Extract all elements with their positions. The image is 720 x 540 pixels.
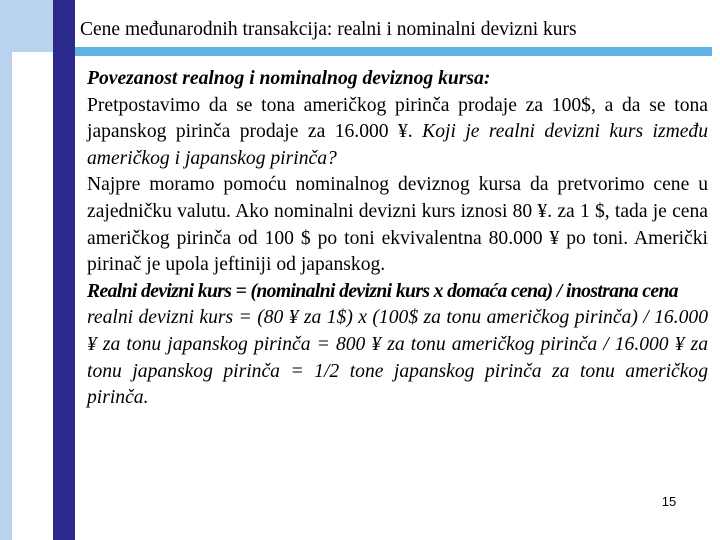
assumption-text: Pretpostavimo da se tona američkog pirinča prodaje za 100$, a da se tona japanskog pirinča prodaje za 16.000 ¥. [87,94,708,143]
page-number: 15 [661,494,677,509]
question-text: Koji je realni devizni kurs između američkog i japanskog pirinča? [87,121,709,169]
decor-bar-navy [53,0,75,540]
paragraph-assumption [87,93,708,173]
paragraph-explanation: Najpre moramo pomoću nominalnog deviznog kursa da pretvorimo cene u zajedničku valutu. Ako nominalni devizni kurs iznosi 80 ¥. za 1 $, tada je cena američkog pirinča od 100 $ po toni ekvivalentna 80.000 ¥ po toni. Američki pirinač je upola jeftiniji od japanskog. [87,174,708,276]
calculation: realni devizni kurs = (80 ¥ za 1$) x (100$ za tonu američkog pirinča) / 16.000 ¥ za tonu japanskog pirinča = 800 ¥ za tonu američkog pirinča / 16.000 ¥ za tonu japanskog pirinča = 1/2 tone japanskog pirinča za tonu američkog pirinča. [87,307,708,409]
slide-body [87,66,708,412]
title-underline [75,47,712,56]
decor-bar-left [0,52,12,540]
slide-title: Cene međunarodnih transakcija: realni i nominalni devizni kurs [80,19,577,40]
formula: Realni devizni kurs = (nominalni devizni kurs x domaća cena) / inostrana cena [87,280,678,302]
decor-bar-top-left [0,0,53,52]
section-heading: Povezanost realnog i nominalnog deviznog kursa: [87,68,491,89]
